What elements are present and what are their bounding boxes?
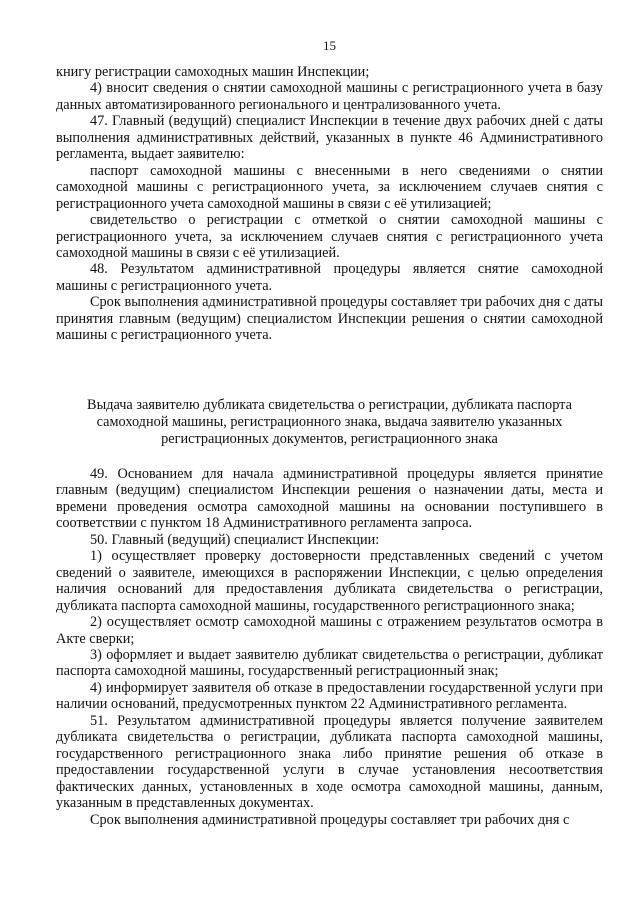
paragraph-50-item-3: 3) оформляет и выдает заявителю дубликат свидетельства о регистрации, дубликат паспорта самоходной машины, государственный регистрационный знак; [56, 646, 603, 680]
paragraph-48: 48. Результатом административной процедуры является снятие самоходной машины с регистрационного учета. [56, 261, 603, 294]
paragraph-passport: паспорт самоходной машины с внесенными в него сведениями о снятии самоходной машины с регистрационного учета, за исключением случаев снятия с регистрационного учета самоходной машины в связи с её утилизацией; [56, 162, 603, 212]
paragraph-item-4: 4) вносит сведения о снятии самоходной машины с регистрационного учета в базу данных автоматизированного регионального и централизованного учета. [56, 80, 603, 113]
paragraph-50-item-1: 1) осуществляет проверку достоверности представленных сведений с учетом сведений о заявителе, имеющихся в распоряжении Инспекции, с целью определения наличия оснований для предоставления дубликата свидетельства о регистрации, дубликата паспорта самоходной машины, государственного регистрационного знака; [56, 548, 603, 614]
section-heading: Выдача заявителю дубликата свидетельства о регистрации, дубликата паспорта самоходной машины, регистрационного знака, выдача заявителю указанных регистрационных документов, регистрационного знака [87, 397, 572, 447]
top-text-block [56, 64, 603, 344]
bottom-text-block [56, 466, 603, 828]
paragraph-49: 49. Основанием для начала административной процедуры является принятие главным (ведущим) специалистом Инспекции решения о назначении даты, места и времени проведения осмотра самоходной машины на основании поступившего в соответствии с пунктом 18 Административного регламента запроса. [56, 466, 603, 532]
paragraph-51: 51. Результатом административной процедуры является получение заявителем дубликата свидетельства о регистрации, дубликата паспорта самоходной машины, государственного регистрационного знака либо принятие решения об отказе в предоставлении государственной услуги в случае установления несоответствия фактических данных, установленных в ходе осмотра самоходной машины, данным, указанным в представленных документах. [56, 712, 603, 812]
document-page [56, 0, 603, 905]
paragraph-term-cut: Срок выполнения административной процедуры составляет три рабочих дня с [90, 811, 570, 828]
paragraph-50: 50. Главный (ведущий) специалист Инспекции: [90, 531, 380, 548]
paragraph-50-item-4: 4) информирует заявителя об отказе в предоставлении государственной услуги при наличии оснований, предусмотренных пунктом 22 Административного регламента. [56, 679, 603, 713]
paragraph-term: Срок выполнения административной процедуры составляет три рабочих дня с даты принятия главным (ведущим) специалистом Инспекции решения о снятии самоходной машины с регистрационного учета. [56, 294, 603, 344]
paragraph-50-item-2: 2) осуществляет осмотр самоходной машины с отражением результатов осмотра в Акте сверки; [56, 614, 603, 647]
paragraph-certificate: свидетельство о регистрации с отметкой о снятии самоходной машины с регистрационного учета, за исключением случаев снятия с регистрационного учета самоходной машины в связи с её утилизацией. [56, 212, 603, 261]
paragraph-continuation: книгу регистрации самоходных машин Инспекции; [56, 64, 370, 80]
paragraph-47: 47. Главный (ведущий) специалист Инспекции в течение двух рабочих дней с даты выполнения административных действий, указанных в пункте 46 Административного регламента, выдает заявителю: [56, 113, 603, 163]
page-number: 15 [323, 38, 336, 53]
